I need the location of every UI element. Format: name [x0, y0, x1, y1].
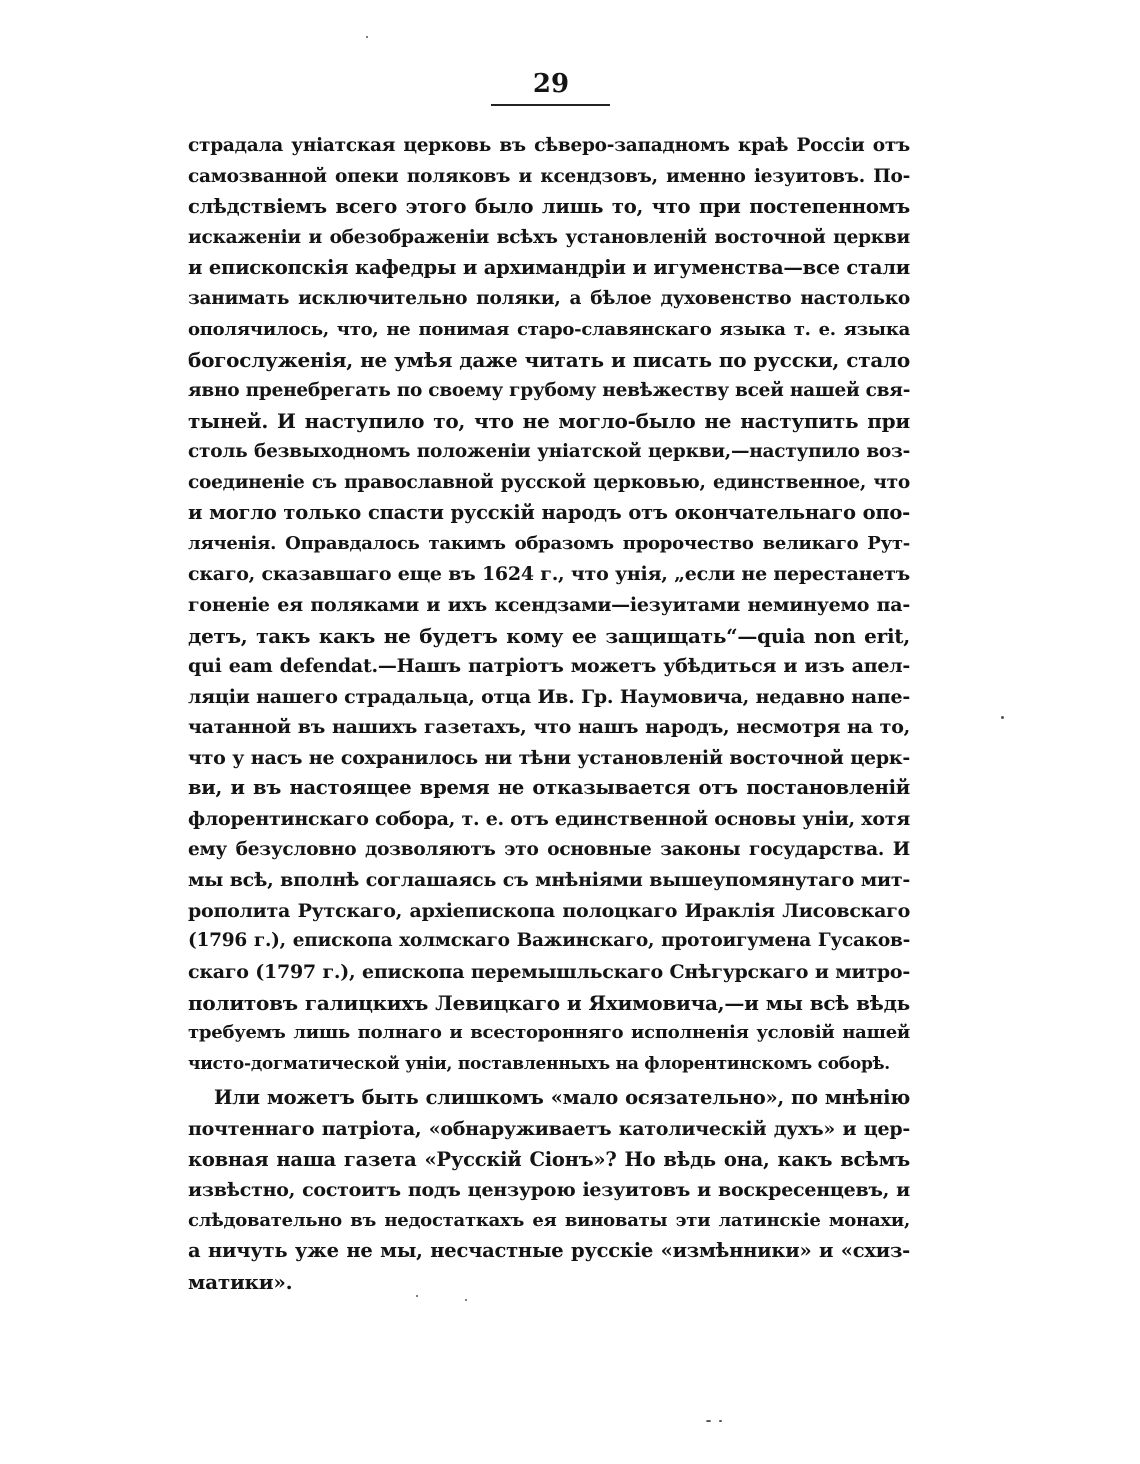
text-line: чисто-догматической уніи, поставленныхъ на флорентинскомъ соборѣ.	[188, 1053, 890, 1074]
text-line: слѣдствіемъ всего этого было лишь то, что при постепенномъ	[188, 195, 910, 219]
text-line: политовъ галицкихъ Левицкаго и Яхимовича,—и мы всѣ вѣдь	[188, 990, 910, 1015]
text-line: ему безусловно дозволяютъ это основные законы государства. И	[188, 838, 910, 860]
text-line: извѣстно, состоитъ подъ цензурою іезуитовъ и воскресенцевъ, и	[188, 1179, 910, 1202]
text-line: чатанной въ нашихъ газетахъ, что нашъ народъ, несмотря на то,	[188, 716, 910, 739]
scan-speck	[416, 1295, 418, 1297]
text-line: ковная наша газета «Русскій Сіонъ»? Но вѣдь она, какъ всѣмъ	[188, 1147, 910, 1171]
page-number: 29	[532, 69, 570, 99]
text-line: занимать исключительно поляки, а бѣлое духовенство настолько	[188, 287, 910, 309]
text-line: Или можетъ быть слишкомъ «мало осязательно», по мнѣнію	[214, 1086, 910, 1110]
text-line: мы всѣ, вполнѣ соглашаясь съ мнѣніями вышеупомянутаго мит-	[188, 869, 910, 892]
text-line: (1796 г.), епископа холмскаго Важинскаго, протоигумена Гусаков-	[188, 930, 910, 952]
scan-speck	[366, 36, 368, 38]
text-line: матики».	[188, 1269, 293, 1294]
text-line: самозванной опеки поляковъ и ксендзовъ, именно іезуитовъ. По-	[188, 165, 910, 187]
text-line: ви, и въ настоящее время не отказывается отъ постановленій	[188, 776, 910, 800]
text-line: богослуженія, не умѣя даже читать и писать по русски, стало	[188, 348, 910, 373]
text-line: ляченія. Оправдалось такимъ образомъ пророчество великаго Рут-	[188, 532, 910, 554]
text-line: скаго (1797 г.), епископа перемышльскаго Снѣгурскаго и митро-	[188, 961, 910, 984]
text-line: а ничуть уже не мы, несчастные русскіе «измѣнники» и «схиз-	[188, 1239, 910, 1263]
text-line: страдала уніатская церковь въ сѣверо-западномъ краѣ Россіи отъ	[188, 135, 910, 156]
scan-speck	[719, 1420, 722, 1422]
text-line: что у насъ не сохранилось ни тѣни установленій восточной церк-	[188, 746, 910, 769]
text-line: почтеннаго патріота, «обнаруживаетъ католическій духъ» и цер-	[188, 1118, 910, 1140]
text-line: и епископскія кафедры и архимандріи и игуменства—все стали	[188, 256, 910, 280]
text-line: детъ, такъ какъ не будетъ кому ее защищать“—quia non erit,	[188, 623, 910, 648]
text-line: столь безвыходномъ положеніи уніатской церкви,—наступило воз-	[188, 440, 910, 462]
scan-speck	[706, 1420, 711, 1422]
text-line: рополита Рутскаго, архіепископа полоцкаго Ираклія Лисовскаго	[188, 899, 910, 922]
header-rule	[491, 104, 610, 106]
body-text	[188, 131, 910, 1298]
text-line: искаженіи и обезображеніи всѣхъ установленій восточной церкви	[188, 226, 910, 248]
text-line: требуемъ лишь полнаго и всесторонняго исполненія условій нашей	[188, 1022, 910, 1044]
text-line: скаго, сказавшаго еще въ 1624 г., что унія, „если не перестанетъ	[188, 563, 910, 586]
text-line: и могло только спасти русскій народъ отъ окончательнаго опо-	[188, 501, 910, 525]
text-line: явно пренебрегать по своему грубому невѣжеству всей нашей свя-	[188, 379, 910, 401]
text-line: флорентинскаго собора, т. е. отъ единственной основы уніи, хотя	[188, 808, 910, 831]
scan-speck	[465, 1299, 467, 1301]
scan-speck	[1001, 716, 1004, 719]
text-line: qui eam defendat.—Нашъ патріотъ можетъ убѣдиться и изъ апел-	[188, 655, 910, 678]
text-line: слѣдовательно въ недостаткахъ ея виноваты эти латинскіе монахи,	[188, 1209, 910, 1231]
text-line: ополячилось, что, не понимая старо-славянскаго языка т. е. языка	[188, 318, 910, 340]
text-line: соединеніе съ православной русской церковью, единственное, что	[188, 471, 910, 493]
text-line: ляціи нашего страдальца, отца Ив. Гр. Наумовича, недавно напе-	[188, 685, 910, 708]
text-line: гоненіе ея поляками и ихъ ксендзами—іезуитами неминуемо па-	[188, 593, 910, 616]
text-line: тыней. И наступило то, что не могло-было не наступить при	[188, 409, 910, 434]
